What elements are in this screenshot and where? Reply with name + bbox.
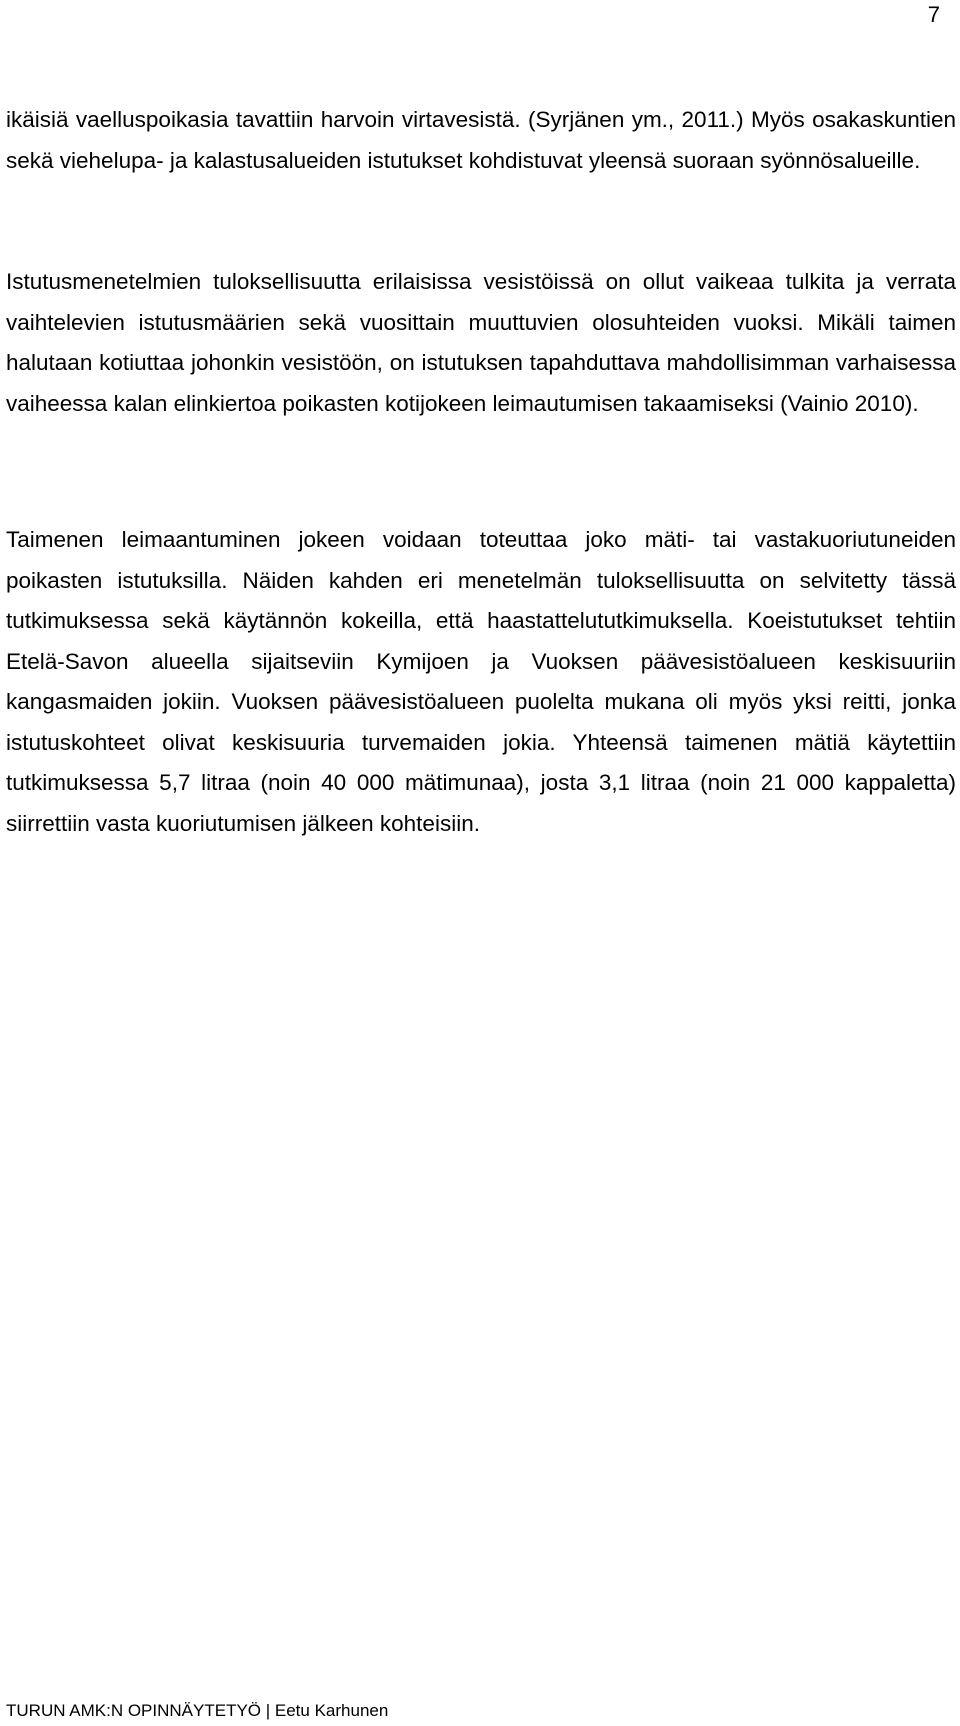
page-footer: TURUN AMK:N OPINNÄYTETYÖ | Eetu Karhunen [6,1701,389,1720]
paragraph-3: Taimenen leimaantuminen jokeen voidaan toteuttaa joko mäti- tai vastakuoriutuneiden poikasten istutuksilla. Näiden kahden eri menetelmän tuloksellisuutta on selvitetty tässä tutkimuksessa sekä käytännön kokeilla, että haastattelututkimuksella. Koeistutukset tehtiin Etelä-Savon alueella sijaitseviin Kymijoen ja Vuoksen päävesistöalueen keskisuuriin kangasmaiden jokiin. Vuoksen päävesistöalueen puolelta mukana oli myös yksi reitti, jonka istutuskohteet olivat keskisuuria turvemaiden jokia. Yhteensä taimenen mätiä käytettiin tutkimuksessa 5,7 litraa (noin 40 000 mätimunaa), josta 3,1 litraa (noin 21 000 kappaletta) siirrettiin vasta kuoriutumisen jälkeen kohteisiin. [6,527,956,836]
page-number: 7 [927,2,940,27]
paragraph-1: ikäisiä vaelluspoikasia tavattiin harvoin virtavesistä. (Syrjänen ym., 2011.) Myös osakaskuntien sekä viehelupa- ja kalastusalueiden istutukset kohdistuvat yleensä suoraan syönnösalueille. [6,107,956,173]
paragraph-2: Istutusmenetelmien tuloksellisuutta erilaisissa vesistöissä on ollut vaikeaa tulkita ja verrata vaihtelevien istutusmäärien sekä vuosittain muuttuvien olosuhteiden vuoksi. Mikäli taimen halutaan kotiuttaa johonkin vesistöön, on istutuksen tapahduttava mahdollisimman varhaisessa vaiheessa kalan elinkiertoa poikasten kotijokeen leimautumisen takaamiseksi (Vainio 2010). [6,269,956,416]
